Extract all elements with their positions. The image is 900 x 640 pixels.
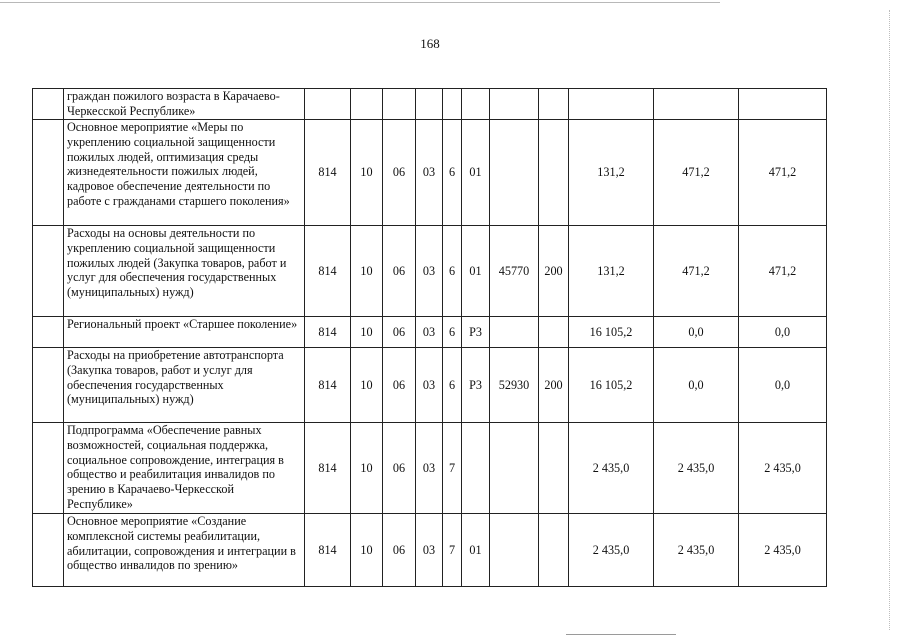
subprogram-code-cell: 7 (443, 423, 462, 514)
expense-type-cell (539, 514, 569, 587)
program-code-cell: 03 (416, 120, 443, 226)
amount-2020-cell: 16 105,2 (569, 348, 654, 423)
amount-2020-cell: 16 105,2 (569, 317, 654, 348)
subsection-code-cell: 06 (383, 514, 416, 587)
subsection-code-cell (383, 89, 416, 120)
direction-code-cell (490, 120, 539, 226)
event-code-cell: P3 (462, 348, 490, 423)
event-code-cell: 01 (462, 226, 490, 317)
expense-type-cell (539, 89, 569, 120)
amount-2022-cell: 471,2 (739, 120, 827, 226)
amount-2020-cell: 131,2 (569, 226, 654, 317)
amount-2022-cell: 0,0 (739, 348, 827, 423)
amount-2020-cell: 131,2 (569, 120, 654, 226)
item-name-cell: Основное мероприятие «Меры по укреплению социальной защищенности пожилых людей, оптимизация среды жизнедеятельности пожилых людей, кадровое обеспечение деятельности по работе с гражданами старшего поколения» (64, 120, 305, 226)
amount-2021-cell: 2 435,0 (654, 423, 739, 514)
event-code-cell: 01 (462, 514, 490, 587)
amount-2021-cell: 471,2 (654, 226, 739, 317)
item-name-cell: граждан пожилого возраста в Карачаево-Черкесской Республике» (64, 89, 305, 120)
section-code-cell: 10 (351, 348, 383, 423)
event-code-cell: 01 (462, 120, 490, 226)
row-number-cell (33, 317, 64, 348)
item-name-cell: Региональный проект «Старшее поколение» (64, 317, 305, 348)
subprogram-code-cell: 6 (443, 317, 462, 348)
subprogram-code-cell: 6 (443, 348, 462, 423)
ministry-code-cell: 814 (305, 226, 351, 317)
direction-code-cell (490, 423, 539, 514)
program-code-cell: 03 (416, 423, 443, 514)
amount-2022-cell: 2 435,0 (739, 423, 827, 514)
scan-edge-marks (889, 10, 892, 630)
program-code-cell: 03 (416, 317, 443, 348)
subsection-code-cell: 06 (383, 226, 416, 317)
ministry-code-cell (305, 89, 351, 120)
ministry-code-cell: 814 (305, 348, 351, 423)
table-row (33, 89, 827, 120)
section-code-cell: 10 (351, 226, 383, 317)
table-row (33, 423, 827, 514)
subprogram-code-cell: 7 (443, 514, 462, 587)
expense-type-cell (539, 423, 569, 514)
amount-2022-cell (739, 89, 827, 120)
subprogram-code-cell: 6 (443, 226, 462, 317)
table-row (33, 514, 827, 587)
program-code-cell (416, 89, 443, 120)
program-code-cell: 03 (416, 514, 443, 587)
row-number-cell (33, 514, 64, 587)
row-number-cell (33, 348, 64, 423)
expense-type-cell: 200 (539, 226, 569, 317)
subsection-code-cell: 06 (383, 120, 416, 226)
budget-table (32, 88, 827, 587)
subprogram-code-cell (443, 89, 462, 120)
subprogram-code-cell: 6 (443, 120, 462, 226)
section-code-cell (351, 89, 383, 120)
amount-2021-cell: 2 435,0 (654, 514, 739, 587)
amount-2020-cell: 2 435,0 (569, 514, 654, 587)
event-code-cell (462, 423, 490, 514)
section-code-cell: 10 (351, 423, 383, 514)
amount-2022-cell: 0,0 (739, 317, 827, 348)
table-row (33, 226, 827, 317)
scan-bottom-line (566, 634, 676, 635)
subsection-code-cell: 06 (383, 423, 416, 514)
amount-2022-cell: 471,2 (739, 226, 827, 317)
row-number-cell (33, 423, 64, 514)
amount-2021-cell: 0,0 (654, 317, 739, 348)
item-name-cell: Расходы на основы деятельности по укреплению социальной защищенности пожилых людей (Закупка товаров, работ и услуг для обеспечения государственных (муниципальных) нужд) (64, 226, 305, 317)
amount-2020-cell (569, 89, 654, 120)
expense-type-cell (539, 317, 569, 348)
ministry-code-cell: 814 (305, 317, 351, 348)
subsection-code-cell: 06 (383, 348, 416, 423)
ministry-code-cell: 814 (305, 120, 351, 226)
amount-2021-cell (654, 89, 739, 120)
row-number-cell (33, 89, 64, 120)
direction-code-cell (490, 317, 539, 348)
direction-code-cell (490, 89, 539, 120)
event-code-cell: P3 (462, 317, 490, 348)
page-number: 168 (420, 36, 440, 51)
amount-2022-cell: 2 435,0 (739, 514, 827, 587)
program-code-cell: 03 (416, 226, 443, 317)
amount-2020-cell: 2 435,0 (569, 423, 654, 514)
row-number-cell (33, 120, 64, 226)
ministry-code-cell: 814 (305, 514, 351, 587)
subsection-code-cell: 06 (383, 317, 416, 348)
direction-code-cell: 45770 (490, 226, 539, 317)
program-code-cell: 03 (416, 348, 443, 423)
amount-2021-cell: 0,0 (654, 348, 739, 423)
event-code-cell (462, 89, 490, 120)
item-name-cell: Подпрограмма «Обеспечение равных возможностей, социальная поддержка, социальное сопровождение, интеграция в общество и реабилитация инвалидов по зрению в Карачаево-Черкесской Республике» (64, 423, 305, 514)
item-name-cell: Расходы на приобретение автотранспорта (Закупка товаров, работ и услуг для обеспечения государственных (муниципальных) нужд) (64, 348, 305, 423)
ministry-code-cell: 814 (305, 423, 351, 514)
expense-type-cell: 200 (539, 348, 569, 423)
top-rule (0, 2, 720, 3)
section-code-cell: 10 (351, 120, 383, 226)
direction-code-cell (490, 514, 539, 587)
section-code-cell: 10 (351, 514, 383, 587)
item-name-cell: Основное мероприятие «Создание комплексной системы реабилитации, абилитации, сопровождения и интеграции в общество инвалидов по зрению» (64, 514, 305, 587)
table-row (33, 348, 827, 423)
table-row (33, 317, 827, 348)
table-row (33, 120, 827, 226)
expense-type-cell (539, 120, 569, 226)
direction-code-cell: 52930 (490, 348, 539, 423)
row-number-cell (33, 226, 64, 317)
amount-2021-cell: 471,2 (654, 120, 739, 226)
section-code-cell: 10 (351, 317, 383, 348)
